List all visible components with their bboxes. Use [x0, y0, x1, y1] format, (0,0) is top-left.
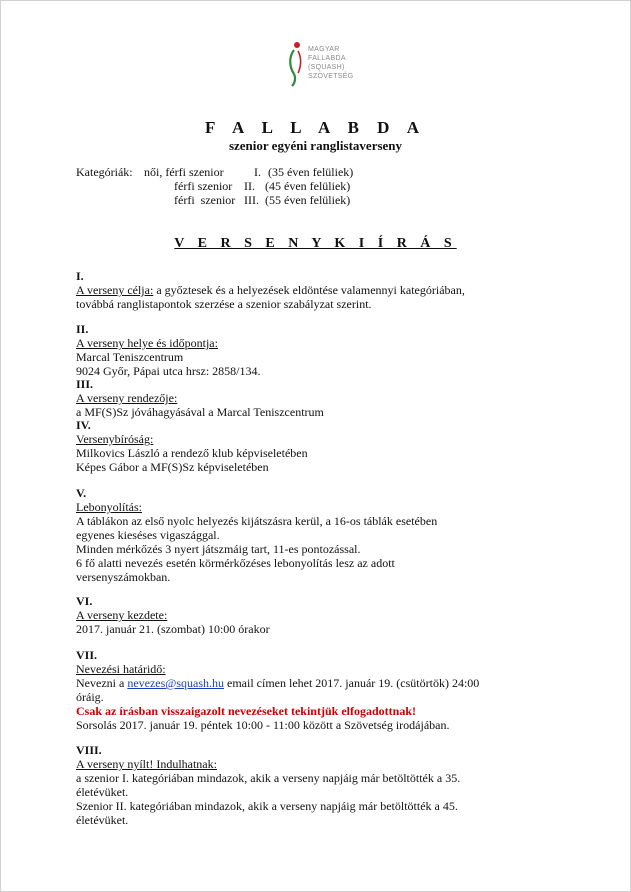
section-6 — [76, 594, 556, 636]
warning-text: Csak az írásban visszaigazolt nevezéseket tekintjük elfogadottnak! — [76, 704, 416, 718]
section-3 — [76, 377, 556, 419]
section-number: III. — [76, 377, 94, 391]
section-text: a szenior I. kategóriában mindazok, akik a verseny napjáig már betöltötték a 35. — [76, 771, 461, 785]
section-7 — [76, 648, 571, 732]
section-text: életévüket. — [76, 813, 129, 827]
section-1 — [76, 269, 556, 311]
logo-text — [308, 45, 354, 81]
section-text: 2017. január 21. (szombat) 10:00 órakor — [76, 622, 270, 636]
section-4 — [76, 418, 556, 474]
section-text: életévüket. — [76, 785, 129, 799]
section-title: A verseny helye és időpontja: — [76, 336, 218, 350]
category-age: (45 éven felüliek) — [265, 179, 351, 193]
logo-line: FALLABDA — [308, 55, 346, 62]
section-text: a MF(S)Sz jóváhagyásával a Marcal Teniszcentrum — [76, 405, 324, 419]
section-title: Nevezési határidő: — [76, 662, 166, 676]
section-text: 9024 Győr, Pápai utca hrsz: 2858/134. — [76, 364, 261, 378]
section-text: Nevezni a — [76, 676, 128, 690]
category-roman: III. — [244, 193, 259, 207]
section-number: VI. — [76, 594, 93, 608]
section-title: A verseny rendezője: — [76, 391, 178, 405]
section-number: VII. — [76, 648, 98, 662]
section-number: II. — [76, 322, 89, 336]
document-subtitle: szenior egyéni ranglistaverseny — [228, 138, 403, 153]
section-number: VIII. — [76, 743, 102, 757]
section-text: 6 fő alatti nevezés esetén körmérkőzéses lebonyolítás lesz az adott — [76, 556, 395, 570]
categories-label: Kategóriák: — [76, 165, 133, 179]
section-text: egyenes kieséses vigaszággal. — [76, 528, 220, 542]
section-text: A táblákon az első nyolc helyezés kijátszásra kerül, a 16-os táblák esetében — [76, 514, 438, 528]
section-text: óráig. — [76, 690, 104, 704]
section-2 — [76, 322, 556, 378]
section-text: Minden mérkőzés 3 nyert játszmáig tart, 11-es pontozással. — [76, 542, 361, 556]
federation-logo — [280, 40, 370, 88]
email-link[interactable]: nevezes@squash.hu — [127, 676, 225, 690]
section-title: Versenybíróság: — [76, 432, 154, 446]
category-name: férfi szenior — [174, 193, 236, 207]
logo-line: MAGYAR — [308, 46, 340, 53]
logo-line: SZÖVETSÉG — [308, 73, 354, 80]
section-title: A verseny nyílt! Indulhatnak: — [76, 757, 217, 771]
section-text: továbbá ranglistapontok szerzése a szenior szabályzat szerint. — [76, 297, 372, 311]
section-number: I. — [76, 269, 84, 283]
category-age: (55 éven felüliek) — [265, 193, 351, 207]
squash-player-icon — [280, 40, 308, 88]
section-text: Marcal Teniszcentrum — [76, 350, 184, 364]
section-number: IV. — [76, 418, 91, 432]
document-title: F A L L A B D A — [204, 118, 427, 137]
section-number: V. — [76, 486, 87, 500]
section-title: A verseny célja: — [76, 283, 154, 297]
category-roman: II. — [244, 179, 255, 193]
logo-line: (SQUASH) — [308, 64, 345, 71]
section-title: Lebonyolítás: — [76, 500, 142, 514]
section-text: Milkovics László a rendező klub képviseletében — [76, 446, 308, 460]
category-name: férfi szenior — [174, 179, 233, 193]
section-title: A verseny kezdete: — [76, 608, 168, 622]
category-name: női, férfi szenior — [144, 165, 224, 179]
category-age: (35 éven felüliek) — [268, 165, 354, 179]
section-5 — [76, 486, 556, 584]
category-roman: I. — [254, 165, 261, 179]
section-text: email címen lehet 2017. január 19. (csütörtök) 24:00 — [224, 676, 480, 690]
section-heading: V E R S E N Y K I Í R Á S — [174, 236, 457, 251]
section-8 — [76, 743, 556, 827]
section-text: Képes Gábor a MF(S)Sz képviseletében — [76, 460, 269, 474]
section-text: Sorsolás 2017. január 19. péntek 10:00 - 11:00 között a Szövetség irodájában. — [76, 718, 450, 732]
section-text: a győztesek és a helyezések eldöntése valamennyi kategóriában, — [153, 283, 465, 297]
section-text: Szenior II. kategóriában mindazok, akik a verseny napjáig már betöltötték a 45. — [76, 799, 458, 813]
section-text: versenyszámokban. — [76, 570, 171, 584]
